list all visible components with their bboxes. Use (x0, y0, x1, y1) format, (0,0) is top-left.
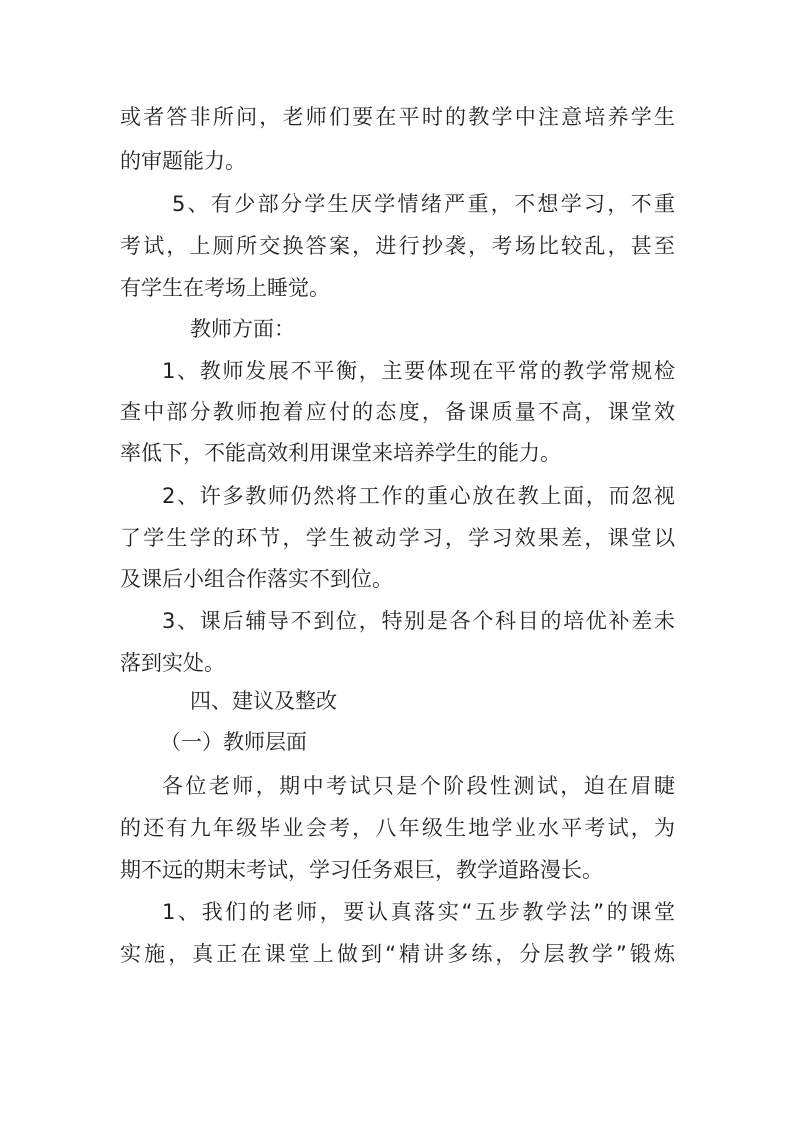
text-line: 2、许多教师仍然将工作的重心放在教上面，而忽视 (162, 484, 675, 508)
text-line: 了学生学的环节，学生被动学习，学习效果差，课堂以 (120, 526, 675, 550)
text-line: 3、课后辅导不到位，特别是各个科目的培优补差未 (162, 609, 675, 633)
text-line: 的审题能力。 (120, 149, 246, 173)
text-line: 查中部分教师抱着应付的态度，备课质量不高，课堂效 (120, 400, 675, 424)
text-line: 率低下，不能高效利用课堂来培养学生的能力。 (120, 441, 561, 465)
text-line: 各位老师，期中考试只是个阶段性测试，迫在眉睫 (162, 774, 675, 798)
text-line: 有学生在考场上睡觉。 (120, 276, 330, 300)
section-heading: 四、建议及整改 (190, 689, 337, 713)
text-line: 期不远的期末考试，学习任务艰巨，教学道路漫长。 (120, 858, 603, 882)
text-line: 实施，真正在课堂上做到“精讲多练，分层教学”锻炼 (120, 942, 675, 966)
text-line: 1、教师发展不平衡，主要体现在平常的教学常规检 (162, 359, 675, 383)
text-line: 1、我们的老师，要认真落实“五步教学法”的课堂 (162, 900, 675, 924)
text-line: 及课后小组合作落实不到位。 (120, 567, 393, 591)
text-line: 落到实处。 (120, 651, 225, 675)
text-line: 或者答非所问，老师们要在平时的教学中注意培养学生 (120, 105, 675, 129)
section-heading: 教师方面： (190, 317, 295, 341)
text-line: 5、有少部分学生厌学情绪严重，不想学习，不重 (172, 192, 675, 216)
subsection-heading: （一）教师层面 (160, 730, 307, 754)
text-line: 的还有九年级毕业会考，八年级生地学业水平考试，为 (120, 816, 675, 840)
text-line: 考试，上厕所交换答案，进行抄袭，考场比较乱，甚至 (120, 234, 675, 258)
